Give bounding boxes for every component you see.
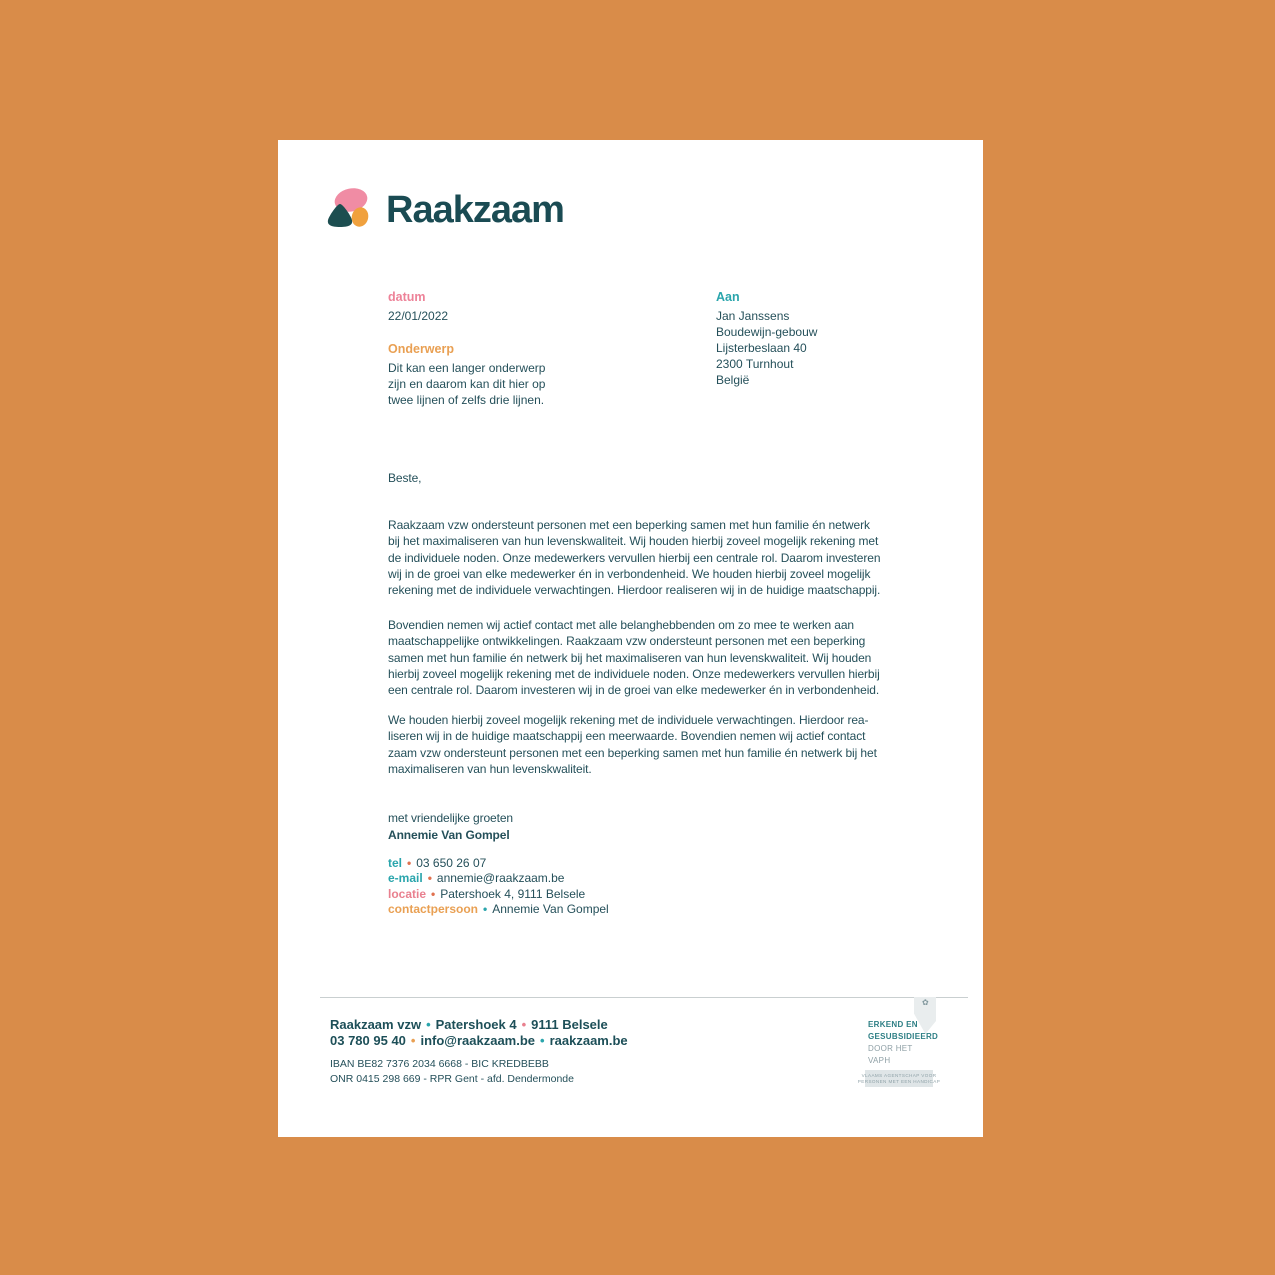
footer-phone: 03 780 95 40 xyxy=(330,1033,406,1048)
bullet-icon: • xyxy=(483,902,488,917)
footer-website: raakzaam.be xyxy=(549,1033,628,1048)
footer-org: Raakzaam vzw xyxy=(330,1017,422,1032)
datum-label: datum xyxy=(388,290,426,304)
recipient-block xyxy=(716,290,817,388)
paragraph-1: Raakzaam vzw ondersteunt personen met een beperking samen met hun familie én netwerk bij het maximaliseren van hun levenskwaliteit. Wij houden hierbij zoveel mogelijk rekening met de individuele noden. Onze medewerkers vervullen hierbij een centrale rol. Daarom investeren wij in de groei van elke medewerker én in verbondenheid. We houden hierbij zoveel mogelijk rekening met de individuele verwachtingen. Hierdoor realiseren wij in de huidige maatschappij. xyxy=(388,518,881,598)
badge-gesubsidieerd: GESUBSIDIEERD xyxy=(868,1032,939,1041)
recipient-address: Jan Janssens Boudewijn-gebouw Lijsterbeslaan 40 2300 Turnhout België xyxy=(716,309,818,387)
onderwerp-text: Dit kan een langer onderwerp zijn en daarom kan dit hier op twee lijnen of zelfs drie lijnen. xyxy=(388,361,546,407)
locatie-label: locatie xyxy=(388,886,427,901)
footer-contact-line xyxy=(330,1033,628,1048)
footer-email: info@raakzaam.be xyxy=(420,1033,536,1048)
footer-iban: IBAN BE82 7376 2034 6668 - BIC KREDBEBB xyxy=(330,1058,549,1070)
footer-divider xyxy=(320,997,968,998)
badge-door-het: DOOR HET xyxy=(868,1044,913,1053)
vaph-flower-icon: ✿ xyxy=(922,998,929,1007)
bullet-icon: • xyxy=(521,1017,527,1032)
bullet-icon: • xyxy=(427,871,432,886)
datum-value: 22/01/2022 xyxy=(388,309,449,323)
contact-row-contactpersoon xyxy=(388,902,609,917)
raakzaam-wordmark: Raakzaam xyxy=(386,189,564,231)
bullet-icon: • xyxy=(410,1033,416,1048)
raakzaam-logo-icon xyxy=(327,186,373,235)
footer-address-line xyxy=(330,1017,608,1032)
datum-block xyxy=(388,290,448,324)
vaph-agency-box xyxy=(857,1070,941,1087)
contact-block xyxy=(388,856,609,918)
letter-page xyxy=(278,140,983,1137)
badge-vaph: VAPH xyxy=(868,1056,891,1065)
contactpersoon-value: Annemie Van Gompel xyxy=(492,902,609,917)
bullet-icon: • xyxy=(407,856,412,870)
onderwerp-label: Onderwerp xyxy=(388,342,454,356)
locatie-value: Patershoek 4, 9111 Belsele xyxy=(440,886,586,901)
vaph-box-line1: VLAAMS AGENTSCHAP VOOR xyxy=(861,1072,937,1078)
signature-name: Annemie Van Gompel xyxy=(388,828,510,842)
vaph-box-line2: PERSONEN MET EEN HANDICAP xyxy=(857,1078,941,1084)
footer-street: Patershoek 4 xyxy=(435,1017,517,1032)
onderwerp-block xyxy=(388,342,545,408)
paragraph-3: We houden hierbij zoveel mogelijk rekening met de individuele verwachtingen. Hierdoor rea- liseren wij in de huidige maatschappij een meerwaarde. Bovendien nemen wij actief contact zaam vzw ondersteunt personen met een beperking samen met hun familie én netwerk bij het maximaliseren van hun levenskwaliteit. xyxy=(388,713,877,776)
bullet-icon: • xyxy=(540,1033,545,1048)
tel-label: tel xyxy=(388,856,403,870)
closing-line: met vriendelijke groeten xyxy=(388,811,514,825)
tel-value: 03 650 26 07 xyxy=(416,856,487,870)
paragraph-2: Bovendien nemen wij actief contact met alle belanghebbenden om zo mee te werken aan maatschappelijke ontwikkelingen. Raakzaam vzw ondersteunt personen met een beperking samen met hun familie én netwerk bij het maximaliseren van hun levenskwaliteit. Wij houden hierbij zoveel mogelijk rekening met de individuele noden. Onze medewerkers vervullen hierbij een centrale rol. Daarom investeren wij in de groei van elke medewerker én in verbondenheid. xyxy=(388,618,880,698)
footer-city: 9111 Belsele xyxy=(531,1017,608,1032)
aan-label: Aan xyxy=(716,290,740,304)
salutation: Beste, xyxy=(388,471,422,485)
footer-onr: ONR 0415 298 669 - RPR Gent - afd. Dendermonde xyxy=(330,1073,574,1085)
contact-row-tel xyxy=(388,856,609,871)
email-value: annemie@raakzaam.be xyxy=(436,871,565,886)
bullet-icon: • xyxy=(431,886,436,901)
badge-erkend: ERKEND EN xyxy=(868,1020,918,1029)
contactpersoon-label: contactpersoon xyxy=(388,902,479,917)
contact-row-email xyxy=(388,871,609,886)
bullet-icon: • xyxy=(426,1017,431,1032)
email-label: e-mail xyxy=(388,871,423,886)
contact-row-locatie xyxy=(388,887,609,902)
